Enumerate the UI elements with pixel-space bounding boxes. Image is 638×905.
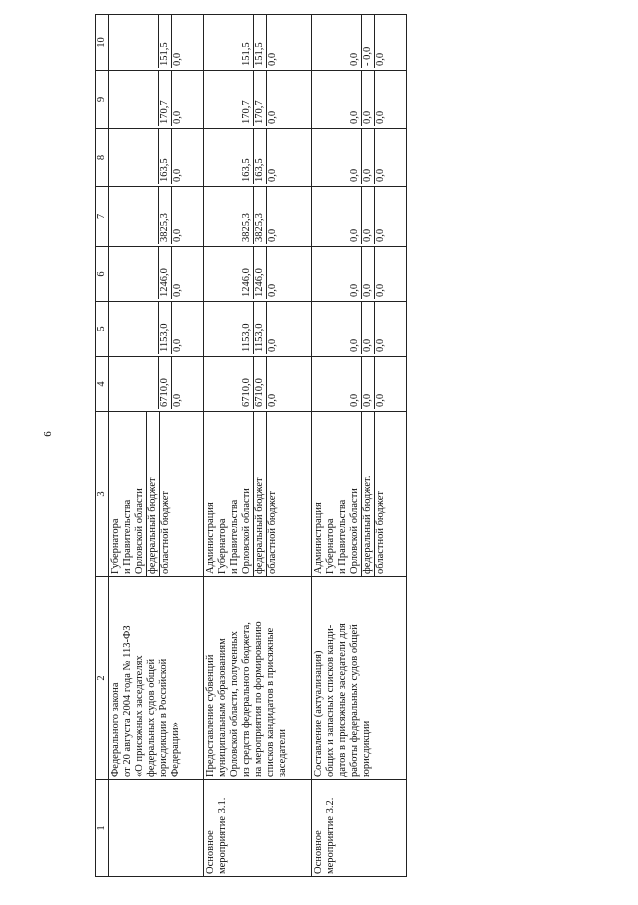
line-spacer xyxy=(134,189,146,242)
cell-line: Орловской области xyxy=(348,488,360,574)
value-cell xyxy=(311,71,406,129)
line-spacer xyxy=(217,73,229,124)
cell-line: Орловской области xyxy=(241,488,253,574)
line-spacer xyxy=(337,17,349,66)
cell-line: из средств федерального бюджета, xyxy=(241,622,253,777)
line-spacer xyxy=(337,359,349,407)
line-spacer xyxy=(110,17,122,66)
line-spacer xyxy=(229,131,241,182)
cell-line: 0,0 xyxy=(348,338,360,352)
value-cell xyxy=(109,357,204,412)
cell-line: 0,0 xyxy=(374,302,387,354)
cell-line: 0,0 xyxy=(348,393,360,407)
value-cell xyxy=(109,15,204,71)
value-cell xyxy=(204,357,312,412)
cell-line: 0,0 xyxy=(361,302,374,354)
cell-line: 0,0 xyxy=(348,283,360,297)
executor-cell xyxy=(109,412,204,577)
cell-line: 0,0 xyxy=(266,247,279,299)
cell-line: 0,0 xyxy=(348,168,360,182)
cell-line: - 0,0 xyxy=(361,15,374,68)
event-name-cell xyxy=(311,780,406,877)
line-spacer xyxy=(134,131,146,182)
header-cell: 8 xyxy=(96,129,109,187)
cell-line: 151,5 xyxy=(253,15,266,68)
line-spacer xyxy=(110,189,122,242)
cell-line: 0,0 xyxy=(374,187,387,244)
description-cell xyxy=(204,577,312,780)
value-cell xyxy=(311,357,406,412)
value-cell xyxy=(311,247,406,302)
cell-line: 6710,0 xyxy=(158,357,171,409)
line-spacer xyxy=(146,359,158,407)
description-cell xyxy=(109,577,204,780)
cell-line: 0,0 xyxy=(348,52,360,66)
cell-line: Федерации» xyxy=(170,722,181,777)
line-spacer xyxy=(217,304,229,352)
value-cell xyxy=(204,187,312,247)
line-spacer xyxy=(205,189,217,242)
header-cell: 9 xyxy=(96,71,109,129)
line-spacer xyxy=(122,131,134,182)
cell-line: 151,5 xyxy=(158,15,171,68)
line-spacer xyxy=(122,359,134,407)
header-cell: 4 xyxy=(96,357,109,412)
table-body xyxy=(96,15,407,877)
cell-line: 0,0 xyxy=(348,110,360,124)
rotated-page xyxy=(95,15,407,877)
line-spacer xyxy=(134,73,146,124)
header-cell: 10 xyxy=(96,15,109,71)
cell-line: 0,0 xyxy=(171,357,184,409)
event-name-cell xyxy=(109,780,204,877)
value-cell xyxy=(204,129,312,187)
line-spacer xyxy=(313,304,325,352)
header-cell: 7 xyxy=(96,187,109,247)
line-spacer xyxy=(217,189,229,242)
cell-line: 0,0 xyxy=(374,15,387,68)
value-cell xyxy=(109,187,204,247)
cell-line: 3825,3 xyxy=(158,187,171,244)
value-cell xyxy=(311,15,406,71)
line-spacer xyxy=(313,189,325,242)
cell-line: 170,7 xyxy=(158,71,171,126)
cell-line: муниципальным образованиям xyxy=(217,638,229,777)
cell-line: 1246,0 xyxy=(241,268,253,297)
cell-line: 0,0 xyxy=(374,71,387,126)
line-spacer xyxy=(217,17,229,66)
line-spacer xyxy=(146,73,158,124)
line-spacer xyxy=(325,131,337,182)
cell-line: Основное xyxy=(312,830,324,874)
header-cell: 3 xyxy=(96,412,109,577)
value-cell xyxy=(204,302,312,357)
line-spacer xyxy=(146,17,158,66)
line-spacer xyxy=(217,359,229,407)
value-cell xyxy=(204,15,312,71)
cell-line: 0,0 xyxy=(171,71,184,126)
line-spacer xyxy=(313,73,325,124)
cell-line: 0,0 xyxy=(171,187,184,244)
line-spacer xyxy=(337,73,349,124)
cell-line: 0,0 xyxy=(361,187,374,244)
cell-line: заседатели xyxy=(277,729,289,777)
cell-line: Орловской области, полученных xyxy=(229,631,241,777)
cell-line: мероприятие 3.1. xyxy=(217,797,229,874)
value-cell xyxy=(109,71,204,129)
line-spacer xyxy=(146,249,158,297)
line-spacer xyxy=(217,249,229,297)
cell-line: 0,0 xyxy=(361,357,374,409)
cell-line: списков кандидатов в присяжные xyxy=(265,627,277,777)
cell-line: 6710,0 xyxy=(253,357,266,409)
line-spacer xyxy=(313,17,325,66)
cell-line: 1153,0 xyxy=(158,302,171,354)
cell-line: 3825,3 xyxy=(241,213,253,242)
header-cell: 2 xyxy=(96,577,109,780)
cell-line: на мероприятия по формированию xyxy=(253,621,265,777)
cell-line: областной бюджет xyxy=(374,412,387,576)
cell-line: и Правительства xyxy=(336,499,348,574)
line-spacer xyxy=(134,304,146,352)
line-spacer xyxy=(229,249,241,297)
cell-line: 170,7 xyxy=(241,100,253,124)
line-spacer xyxy=(146,304,158,352)
line-spacer xyxy=(110,249,122,297)
line-spacer xyxy=(205,359,217,407)
line-spacer xyxy=(134,359,146,407)
executor-cell xyxy=(311,412,406,577)
cell-line: федеральных судов общей xyxy=(146,658,157,777)
cell-line: Составление (актуализация) xyxy=(312,650,324,777)
line-spacer xyxy=(205,304,217,352)
cell-line: датов в присяжные заседатели для xyxy=(336,623,348,777)
cell-line: 151,5 xyxy=(241,42,253,66)
cell-line: 0,0 xyxy=(374,247,387,299)
cell-line: 6710,0 xyxy=(241,378,253,407)
cell-line: 0,0 xyxy=(266,15,279,68)
cell-line: 163,5 xyxy=(253,129,266,184)
line-spacer xyxy=(122,304,134,352)
cell-line: 0,0 xyxy=(171,15,184,68)
header-cell: 5 xyxy=(96,302,109,357)
line-spacer xyxy=(110,73,122,124)
line-spacer xyxy=(110,304,122,352)
cell-line: Основное xyxy=(205,830,217,874)
line-spacer xyxy=(205,73,217,124)
value-cell xyxy=(204,247,312,302)
cell-line: 0,0 xyxy=(361,247,374,299)
cell-line: Губернатора xyxy=(324,518,336,574)
page-number: 6 xyxy=(42,431,54,437)
cell-line: работы федеральных судов общей xyxy=(348,624,360,777)
line-spacer xyxy=(110,131,122,182)
cell-line: федеральный бюджет. xyxy=(361,412,374,576)
cell-line: мероприятие 3.2. xyxy=(324,797,336,874)
value-cell xyxy=(109,302,204,357)
cell-line: областной бюджет xyxy=(266,412,279,576)
value-cell xyxy=(311,187,406,247)
line-spacer xyxy=(229,189,241,242)
cell-line: общих и запасных списков канди- xyxy=(324,624,336,777)
header-row xyxy=(96,15,109,877)
cell-line: 0,0 xyxy=(266,357,279,409)
line-spacer xyxy=(325,73,337,124)
cell-line: Предоставление субвенций xyxy=(205,654,217,777)
cell-line: Орловской области xyxy=(134,488,145,574)
value-cell xyxy=(311,302,406,357)
value-cell xyxy=(109,129,204,187)
line-spacer xyxy=(229,304,241,352)
table-row xyxy=(109,15,204,877)
line-spacer xyxy=(325,249,337,297)
cell-line: 0,0 xyxy=(266,71,279,126)
line-spacer xyxy=(134,17,146,66)
line-spacer xyxy=(229,359,241,407)
cell-line: Администрация xyxy=(205,502,217,574)
cell-line: 1246,0 xyxy=(253,247,266,299)
line-spacer xyxy=(229,73,241,124)
line-spacer xyxy=(337,304,349,352)
cell-line: и Правительства xyxy=(229,499,241,574)
cell-line: юрисдикции xyxy=(360,720,372,777)
cell-line: 3825,3 xyxy=(253,187,266,244)
line-spacer xyxy=(325,304,337,352)
cell-line: Губернатора xyxy=(217,518,229,574)
header-cell: 1 xyxy=(96,780,109,877)
value-cell xyxy=(204,71,312,129)
event-name-cell xyxy=(204,780,312,877)
cell-line: 1246,0 xyxy=(158,247,171,299)
cell-line: 0,0 xyxy=(266,187,279,244)
line-spacer xyxy=(134,249,146,297)
line-spacer xyxy=(110,359,122,407)
cell-line: 1153,0 xyxy=(241,323,253,352)
line-spacer xyxy=(122,73,134,124)
cell-line: Федерального закона xyxy=(110,682,121,777)
cell-line: 1153,0 xyxy=(253,302,266,354)
budget-table xyxy=(95,14,407,877)
cell-line: 163,5 xyxy=(241,158,253,182)
cell-line: 0,0 xyxy=(374,357,387,409)
cell-line: 0,0 xyxy=(171,129,184,184)
line-spacer xyxy=(122,249,134,297)
cell-line: областной бюджет xyxy=(159,412,172,576)
cell-line: 170,7 xyxy=(253,71,266,126)
line-spacer xyxy=(325,189,337,242)
cell-line: федеральный бюджет xyxy=(146,412,159,576)
line-spacer xyxy=(325,17,337,66)
cell-line: 0,0 xyxy=(361,71,374,126)
cell-line: 163,5 xyxy=(158,129,171,184)
cell-line: юрисдикции в Российской xyxy=(158,658,169,777)
cell-line: федеральный бюджет xyxy=(253,412,266,576)
value-cell xyxy=(109,247,204,302)
cell-line: 0,0 xyxy=(374,129,387,184)
header-cell: 6 xyxy=(96,247,109,302)
line-spacer xyxy=(122,189,134,242)
line-spacer xyxy=(325,359,337,407)
cell-line: от 20 августа 2004 года № 113-ФЗ xyxy=(122,625,133,777)
line-spacer xyxy=(337,131,349,182)
line-spacer xyxy=(337,189,349,242)
line-spacer xyxy=(122,17,134,66)
cell-line: Губернатора xyxy=(110,518,121,574)
cell-line: 0,0 xyxy=(348,228,360,242)
line-spacer xyxy=(313,359,325,407)
description-cell xyxy=(311,577,406,780)
line-spacer xyxy=(205,249,217,297)
line-spacer xyxy=(146,189,158,242)
cell-line: 0,0 xyxy=(171,302,184,354)
cell-line: 0,0 xyxy=(361,129,374,184)
line-spacer xyxy=(205,17,217,66)
line-spacer xyxy=(146,131,158,182)
table-row xyxy=(204,15,312,877)
cell-line: 0,0 xyxy=(266,129,279,184)
line-spacer xyxy=(313,249,325,297)
line-spacer xyxy=(205,131,217,182)
cell-line: «О присяжных заседателях xyxy=(134,655,145,777)
cell-line: 0,0 xyxy=(171,247,184,299)
cell-line: 0,0 xyxy=(266,302,279,354)
line-spacer xyxy=(313,131,325,182)
line-spacer xyxy=(337,249,349,297)
value-cell xyxy=(311,129,406,187)
cell-line: и Правительства xyxy=(122,499,133,574)
cell-line: Администрация xyxy=(312,502,324,574)
line-spacer xyxy=(229,17,241,66)
table-row xyxy=(311,15,406,877)
line-spacer xyxy=(217,131,229,182)
executor-cell xyxy=(204,412,312,577)
